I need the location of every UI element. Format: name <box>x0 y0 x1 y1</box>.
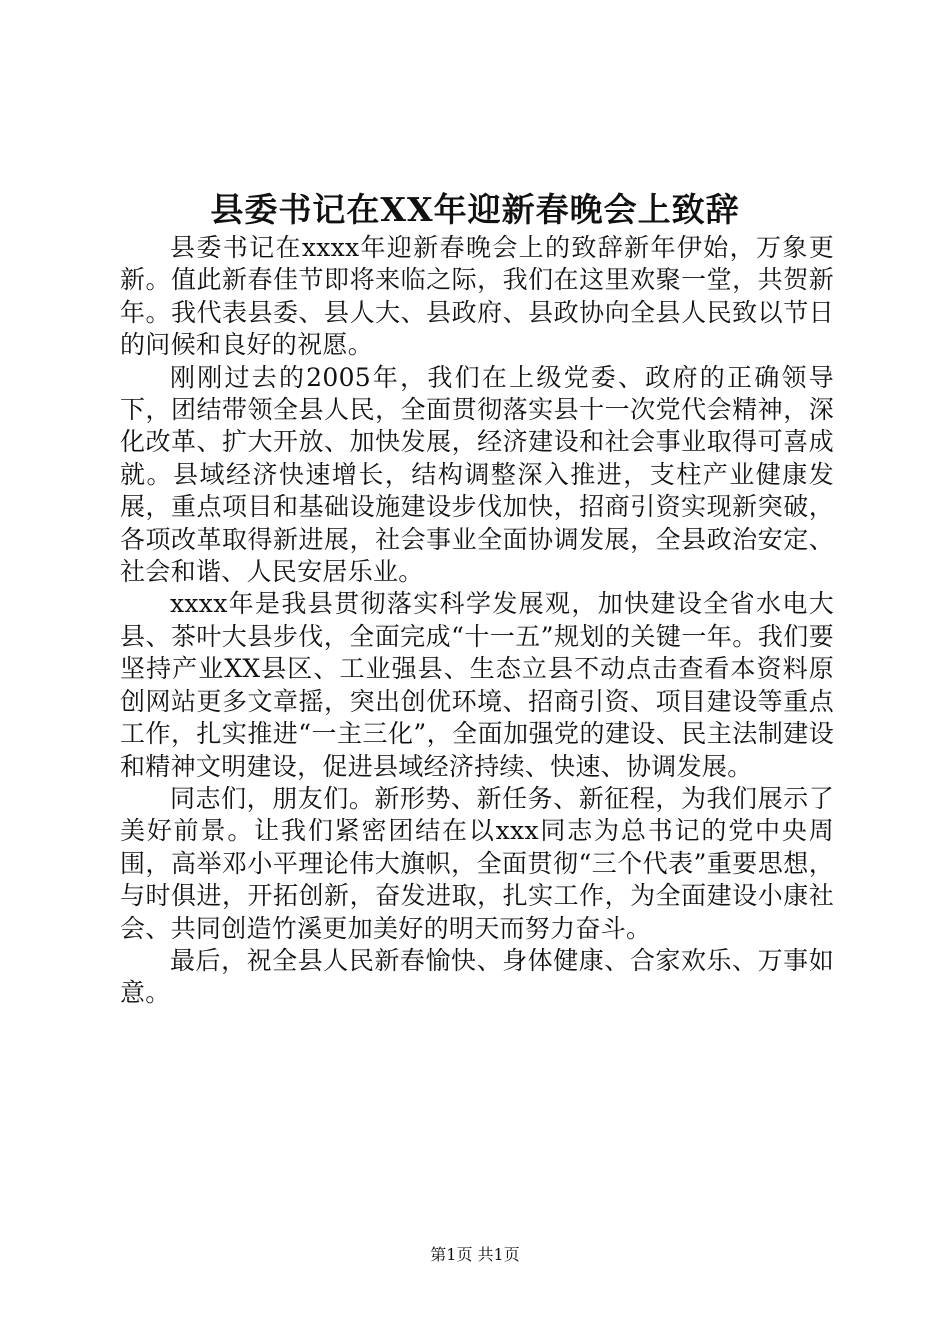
paragraph-1: 县委书记在xxxx年迎新春晚会上的致辞新年伊始，万象更新。值此新春佳节即将来临之际，我们在这里欢聚一堂，共贺新年。我代表县委、县人大、县政府、县政协向全县人民致以节日的问候和良好的祝愿。 <box>120 233 834 360</box>
paragraph-3: xxxx年是我县贯彻落实科学发展观，加快建设全省水电大县、茶叶大县步伐，全面完成“十一五”规划的关键一年。我们要坚持产业XX县区、工业强县、生态立县不动点击查看本资料原创网站更多文章摇，突出创优环境、招商引资、项目建设等重点工作，扎实推进“一主三化”，全面加强党的建设、民主法制建设和精神文明建设，促进县域经济持续、快速、协调发展。 <box>120 589 834 781</box>
document-body <box>120 232 834 1010</box>
paragraph-2: 刚刚过去的2005年，我们在上级党委、政府的正确领导下，团结带领全县人民，全面贯彻落实县十一次党代会精神，深化改革、扩大开放、加快发展，经济建设和社会事业取得可喜成就。县域经济快速增长，结构调整深入推进，支柱产业健康发展，重点项目和基础设施建设步伐加快，招商引资实现新突破，各项改革取得新进展，社会事业全面协调发展，全县政治安定、社会和谐、人民安居乐业。 <box>120 362 834 587</box>
paragraph-5: 最后，祝全县人民新春愉快、身体健康、合家欢乐、万事如意。 <box>120 945 834 1008</box>
document-title: 县委书记在XX年迎新春晚会上致辞 <box>210 190 740 229</box>
page-footer: 第1页 共1页 <box>430 1245 520 1264</box>
paragraph-4: 同志们，朋友们。新形势、新任务、新征程，为我们展示了美好前景。让我们紧密团结在以xxx同志为总书记的党中央周围，高举邓小平理论伟大旗帜，全面贯彻“三个代表”重要思想，与时俱进，开拓创新，奋发进取，扎实工作，为全面建设小康社会、共同创造竹溪更加美好的明天而努力奋斗。 <box>120 783 834 943</box>
